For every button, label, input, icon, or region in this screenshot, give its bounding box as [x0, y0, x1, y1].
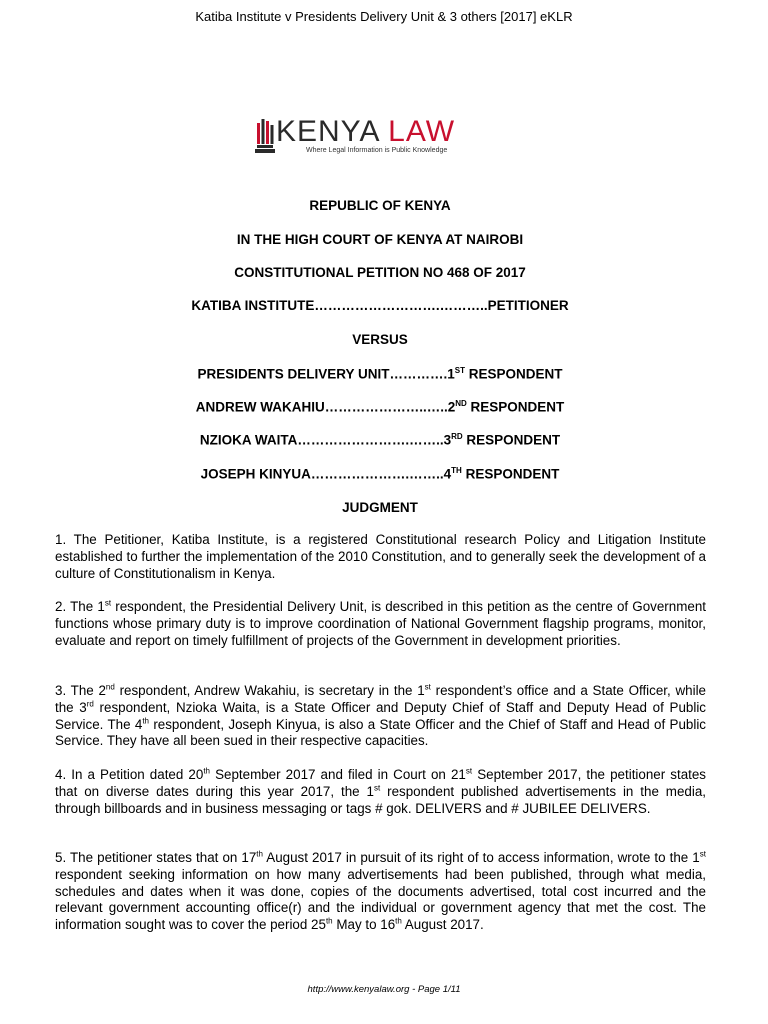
petition-number: CONSTITUTIONAL PETITION NO 468 OF 2017: [234, 265, 526, 280]
respondent-1-ordinal: ST: [454, 366, 465, 375]
versus-line: VERSUS: [352, 332, 408, 347]
logo-law: LAW: [388, 115, 456, 148]
p5-sup-4: th: [395, 916, 402, 926]
page-footer: http://www.kenyalaw.org - Page 1/11: [307, 984, 461, 995]
court-heading: IN THE HIGH COURT OF KENYA AT NAIROBI: [236, 232, 524, 247]
paragraph-1: 1. The Petitioner, Katiba Institute, is a registered Constitutional research Policy and Litigation Institute established to further the implementation of the 2010 Constitution, and to generally seek the development of a culture of Constitutionalism in Kenya.: [55, 532, 706, 581]
p2-text-a: 2. The 1: [55, 599, 105, 614]
paragraph-5: [55, 850, 706, 934]
p3-text-e: respondent, Joseph Kinyua, is also a State Officer and the Chief of Staff and Head of Public Service. They have all been sued in their respective capacities.: [55, 716, 706, 749]
respondent-2-role: RESPONDENT: [466, 399, 565, 415]
p5-sup-2: st: [699, 849, 706, 859]
republic-heading: REPUBLIC OF KENYA: [309, 198, 451, 213]
judgment-heading: JUDGMENT: [342, 500, 418, 515]
p5-text-e: August 2017.: [401, 917, 484, 933]
respondent-4-line: [0, 466, 760, 482]
p5-text-c: respondent seeking information on how many advertisements had been published, through what media, schedules and dates when it was done, copies of the documents advertised, total cost incurred and the relevant government accounting office(r) and the individual or government agency that met the cost. The information sought was to cover the period 25: [55, 866, 706, 933]
paragraph-2: [55, 599, 706, 649]
paragraph-3: [55, 683, 706, 750]
p4-sup-2: st: [465, 766, 473, 776]
p3-text-c: respondent’s office and a State Officer, while the 3: [55, 683, 706, 715]
paragraph-4: [55, 767, 706, 817]
kenya-law-logo: [254, 115, 469, 159]
respondent-3-name: NZIOKA WAITA…………………….……..3: [199, 432, 452, 448]
respondent-2-ordinal: ND: [455, 399, 467, 408]
p5-text-b: August 2017 in pursuit of its right of to access information, wrote to the 1: [262, 850, 700, 865]
respondent-3-line: [0, 432, 760, 448]
p3-text-a: 3. The 2: [55, 683, 106, 698]
p4-text-d: respondent published advertisements in the media, through billboards and in business messaging or tags # gok. DELIVERS and # JUBILEE DELIVERS.: [55, 783, 706, 816]
respondent-2-line: [0, 399, 760, 415]
running-header: Katiba Institute v Presidents Delivery Unit & 3 others [2017] eKLR: [195, 9, 573, 24]
respondent-4-name: JOSEPH KINYUA………………….……..4: [200, 466, 452, 482]
p4-text-b: September 2017 and filed in Court on 21: [209, 767, 466, 782]
p3-text-b: respondent, Andrew Wakahiu, is secretary in the 1: [114, 683, 425, 698]
p4-sup-3: st: [373, 783, 381, 793]
logo-wordmark: [276, 115, 455, 149]
p5-sup-1: th: [256, 849, 263, 859]
petitioner-line: KATIBA INSTITUTE……………………….………..PETITIONER: [191, 298, 569, 313]
respondent-2-name: ANDREW WAKAHIU…………………..…..2: [195, 399, 456, 415]
p3-sup-3: rd: [86, 699, 94, 709]
logo-tagline: Where Legal Information is Public Knowledge: [306, 147, 448, 154]
p4-text-a: 4. In a Petition dated 20: [55, 767, 204, 782]
pillars-icon: [254, 115, 276, 155]
respondent-1-name: PRESIDENTS DELIVERY UNIT………….1: [197, 366, 455, 382]
p5-text-a: 5. The petitioner states that on 17: [55, 850, 257, 865]
p2-text-b: respondent, the Presidential Delivery Unit, is described in this petition as the centre of Government functions whose primary duty is to improve coordination of National Government flagship programs, monitor, evaluate and report on timely fulfillment of projects of the Government in development priorities.: [55, 599, 706, 648]
respondent-4-ordinal: TH: [451, 466, 462, 475]
p3-text-d: respondent, Nzioka Waita, is a State Officer and Deputy Chief of Staff and Deputy Head of Public Service. The 4: [55, 699, 706, 732]
logo-kenya: KENYA: [276, 115, 379, 148]
p3-sup-1: nd: [105, 682, 115, 692]
respondent-3-ordinal: RD: [451, 432, 463, 441]
respondent-4-role: RESPONDENT: [461, 466, 560, 482]
p2-sup: st: [104, 598, 112, 608]
p3-sup-2: st: [424, 682, 431, 692]
p3-sup-4: th: [142, 716, 149, 726]
p4-sup-1: th: [203, 766, 210, 776]
respondent-1-role: RESPONDENT: [465, 366, 563, 382]
p5-text-d: May to 16: [332, 917, 396, 933]
respondent-3-role: RESPONDENT: [462, 432, 561, 448]
p5-sup-3: th: [325, 916, 333, 926]
respondent-1-line: [0, 366, 760, 382]
p4-text-c: September 2017, the petitioner states that on diverse dates during this year 2017, the 1: [55, 767, 707, 799]
